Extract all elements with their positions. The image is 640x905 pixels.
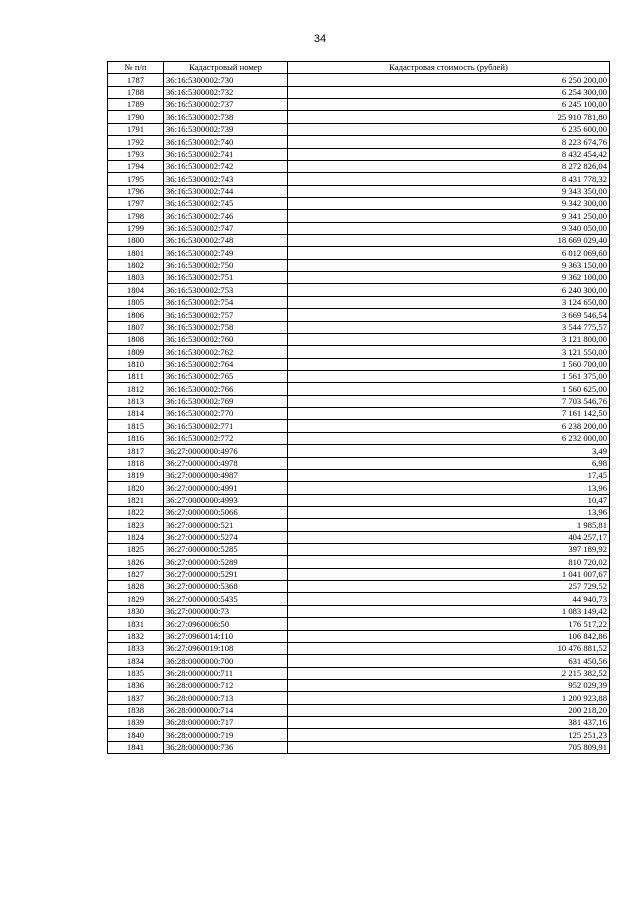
row-number-cell: 1836 <box>108 679 164 691</box>
row-number-cell: 1841 <box>108 741 164 753</box>
row-number-cell: 1791 <box>108 123 164 135</box>
header-cadastral-value: Кадастровая стоимость (рублей) <box>288 62 610 74</box>
row-number-cell: 1827 <box>108 568 164 580</box>
cadastral-value-cell: 125 251,23 <box>288 729 610 741</box>
cadastral-number-cell: 36:27:0000000:5291 <box>164 568 288 580</box>
row-number-cell: 1802 <box>108 259 164 271</box>
row-number-cell: 1820 <box>108 482 164 494</box>
row-number-cell: 1793 <box>108 148 164 160</box>
cadastral-number-cell: 36:16:5300002:740 <box>164 136 288 148</box>
cadastral-value-cell: 44 940,73 <box>288 593 610 605</box>
cadastral-number-cell: 36:28:0000000:711 <box>164 667 288 679</box>
table-row <box>108 729 610 741</box>
cadastral-number-cell: 36:27:0000000:73 <box>164 605 288 617</box>
row-number-cell: 1828 <box>108 581 164 593</box>
cadastral-value-cell: 1 041 007,67 <box>288 568 610 580</box>
cadastral-value-cell: 1 560 625,00 <box>288 383 610 395</box>
table-row <box>108 370 610 382</box>
row-number-cell: 1840 <box>108 729 164 741</box>
row-number-cell: 1813 <box>108 395 164 407</box>
table-row <box>108 506 610 518</box>
table-row <box>108 642 610 654</box>
table-row <box>108 358 610 370</box>
table-header-row <box>108 62 610 74</box>
cadastral-number-cell: 36:27:0960014:110 <box>164 630 288 642</box>
cadastral-value-cell: 9 341 250,00 <box>288 210 610 222</box>
cadastral-number-cell: 36:27:0000000:5368 <box>164 581 288 593</box>
row-number-cell: 1801 <box>108 247 164 259</box>
cadastral-number-cell: 36:27:0960019:108 <box>164 642 288 654</box>
cadastral-number-cell: 36:16:5300002:749 <box>164 247 288 259</box>
cadastral-value-cell: 3 669 546,54 <box>288 309 610 321</box>
cadastral-number-cell: 36:16:5300002:770 <box>164 408 288 420</box>
cadastral-value-cell: 106 842,86 <box>288 630 610 642</box>
table-row <box>108 494 610 506</box>
table-row <box>108 173 610 185</box>
cadastral-value-cell: 25 910 781,80 <box>288 111 610 123</box>
cadastral-number-cell: 36:16:5300002:750 <box>164 259 288 271</box>
table-row <box>108 259 610 271</box>
cadastral-number-cell: 36:16:5300002:760 <box>164 333 288 345</box>
table-row <box>108 679 610 691</box>
row-number-cell: 1835 <box>108 667 164 679</box>
cadastral-value-cell: 8 272 826,04 <box>288 160 610 172</box>
row-number-cell: 1796 <box>108 185 164 197</box>
cadastral-number-cell: 36:16:5300002:764 <box>164 358 288 370</box>
cadastral-number-cell: 36:16:5300002:748 <box>164 235 288 247</box>
cadastral-value-cell: 3,49 <box>288 445 610 457</box>
cadastral-value-cell: 1 985,81 <box>288 519 610 531</box>
cadastral-number-cell: 36:27:0960006:50 <box>164 618 288 630</box>
row-number-cell: 1811 <box>108 370 164 382</box>
row-number-cell: 1797 <box>108 197 164 209</box>
table-row <box>108 741 610 753</box>
table-row <box>108 531 610 543</box>
table-row <box>108 581 610 593</box>
cadastral-number-cell: 36:16:5300002:730 <box>164 74 288 86</box>
cadastral-value-cell: 6 238 200,00 <box>288 420 610 432</box>
header-cadastral-number: Кадастровый номер <box>164 62 288 74</box>
table-row <box>108 99 610 111</box>
cadastral-value-cell: 1 200 923,88 <box>288 692 610 704</box>
table-row <box>108 655 610 667</box>
table-row <box>108 235 610 247</box>
row-number-cell: 1812 <box>108 383 164 395</box>
table-row <box>108 482 610 494</box>
cadastral-number-cell: 36:16:5300002:771 <box>164 420 288 432</box>
cadastral-value-cell: 1 561 375,00 <box>288 370 610 382</box>
cadastral-number-cell: 36:16:5300002:753 <box>164 284 288 296</box>
row-number-cell: 1790 <box>108 111 164 123</box>
table-row <box>108 408 610 420</box>
row-number-cell: 1808 <box>108 333 164 345</box>
cadastral-number-cell: 36:28:0000000:719 <box>164 729 288 741</box>
table-row <box>108 519 610 531</box>
table-row <box>108 148 610 160</box>
table-row <box>108 457 610 469</box>
cadastral-value-cell: 257 729,52 <box>288 581 610 593</box>
cadastral-value-cell: 200 218,20 <box>288 704 610 716</box>
cadastral-number-cell: 36:16:5300002:737 <box>164 99 288 111</box>
cadastral-number-cell: 36:16:5300002:744 <box>164 185 288 197</box>
cadastral-number-cell: 36:16:5300002:751 <box>164 272 288 284</box>
row-number-cell: 1830 <box>108 605 164 617</box>
cadastral-value-cell: 404 257,17 <box>288 531 610 543</box>
table-row <box>108 556 610 568</box>
table-row <box>108 717 610 729</box>
row-number-cell: 1794 <box>108 160 164 172</box>
cadastral-value-cell: 2 215 382,52 <box>288 667 610 679</box>
row-number-cell: 1822 <box>108 506 164 518</box>
cadastral-number-cell: 36:27:0000000:4991 <box>164 482 288 494</box>
cadastral-value-cell: 3 544 775,57 <box>288 321 610 333</box>
cadastral-number-cell: 36:27:0000000:4987 <box>164 469 288 481</box>
cadastral-value-cell: 9 363 150,00 <box>288 259 610 271</box>
cadastral-value-cell: 176 517,22 <box>288 618 610 630</box>
cadastral-number-cell: 36:16:5300002:769 <box>164 395 288 407</box>
row-number-cell: 1792 <box>108 136 164 148</box>
table-row <box>108 111 610 123</box>
table-row <box>108 185 610 197</box>
cadastral-number-cell: 36:16:5300002:739 <box>164 123 288 135</box>
row-number-cell: 1795 <box>108 173 164 185</box>
row-number-cell: 1799 <box>108 222 164 234</box>
table-row <box>108 136 610 148</box>
table-row <box>108 296 610 308</box>
cadastral-value-cell: 9 343 350,00 <box>288 185 610 197</box>
cadastral-value-cell: 952 029,39 <box>288 679 610 691</box>
table-row <box>108 272 610 284</box>
cadastral-number-cell: 36:27:0000000:5285 <box>164 544 288 556</box>
cadastral-number-cell: 36:16:5300002:754 <box>164 296 288 308</box>
cadastral-number-cell: 36:16:5300002:745 <box>164 197 288 209</box>
table-row <box>108 605 610 617</box>
row-number-cell: 1824 <box>108 531 164 543</box>
cadastral-number-cell: 36:16:5300002:743 <box>164 173 288 185</box>
cadastral-number-cell: 36:27:0000000:4978 <box>164 457 288 469</box>
cadastral-number-cell: 36:27:0000000:4976 <box>164 445 288 457</box>
row-number-cell: 1834 <box>108 655 164 667</box>
table-row <box>108 321 610 333</box>
table-row <box>108 247 610 259</box>
row-number-cell: 1803 <box>108 272 164 284</box>
cadastral-number-cell: 36:16:5300002:747 <box>164 222 288 234</box>
cadastral-value-cell: 397 189,92 <box>288 544 610 556</box>
cadastral-value-cell: 8 431 778,32 <box>288 173 610 185</box>
row-number-cell: 1838 <box>108 704 164 716</box>
table-row <box>108 704 610 716</box>
row-number-cell: 1809 <box>108 346 164 358</box>
cadastral-number-cell: 36:27:0000000:521 <box>164 519 288 531</box>
table-row <box>108 630 610 642</box>
cadastral-value-cell: 705 809,91 <box>288 741 610 753</box>
cadastral-value-cell: 381 437,16 <box>288 717 610 729</box>
cadastral-number-cell: 36:28:0000000:717 <box>164 717 288 729</box>
cadastral-value-cell: 6 235 600,00 <box>288 123 610 135</box>
table-row <box>108 86 610 98</box>
cadastral-value-cell: 6 245 100,00 <box>288 99 610 111</box>
cadastral-value-cell: 1 560 700,00 <box>288 358 610 370</box>
table-row <box>108 346 610 358</box>
cadastral-value-cell: 13,96 <box>288 506 610 518</box>
cadastral-number-cell: 36:16:5300002:758 <box>164 321 288 333</box>
row-number-cell: 1804 <box>108 284 164 296</box>
table-row <box>108 383 610 395</box>
cadastral-number-cell: 36:27:0000000:4993 <box>164 494 288 506</box>
table-row <box>108 309 610 321</box>
cadastral-number-cell: 36:28:0000000:700 <box>164 655 288 667</box>
cadastral-value-cell: 17,45 <box>288 469 610 481</box>
row-number-cell: 1805 <box>108 296 164 308</box>
cadastral-value-cell: 6 254 300,00 <box>288 86 610 98</box>
table-row <box>108 445 610 457</box>
row-number-cell: 1826 <box>108 556 164 568</box>
cadastral-number-cell: 36:16:5300002:741 <box>164 148 288 160</box>
cadastral-value-cell: 1 083 149,42 <box>288 605 610 617</box>
table-row <box>108 593 610 605</box>
cadastral-value-cell: 631 450,56 <box>288 655 610 667</box>
table-row <box>108 160 610 172</box>
cadastral-value-cell: 9 340 050,00 <box>288 222 610 234</box>
row-number-cell: 1810 <box>108 358 164 370</box>
cadastral-value-cell: 3 121 800,00 <box>288 333 610 345</box>
table-row <box>108 618 610 630</box>
row-number-cell: 1829 <box>108 593 164 605</box>
cadastral-value-cell: 7 703 546,76 <box>288 395 610 407</box>
table-row <box>108 420 610 432</box>
cadastral-number-cell: 36:27:0000000:5274 <box>164 531 288 543</box>
row-number-cell: 1839 <box>108 717 164 729</box>
row-number-cell: 1800 <box>108 235 164 247</box>
row-number-cell: 1817 <box>108 445 164 457</box>
cadastral-number-cell: 36:16:5300002:766 <box>164 383 288 395</box>
cadastral-value-cell: 10,47 <box>288 494 610 506</box>
cadastral-number-cell: 36:27:0000000:5435 <box>164 593 288 605</box>
table-row <box>108 544 610 556</box>
row-number-cell: 1806 <box>108 309 164 321</box>
cadastral-number-cell: 36:16:5300002:732 <box>164 86 288 98</box>
table-row <box>108 74 610 86</box>
table-row <box>108 333 610 345</box>
cadastral-number-cell: 36:28:0000000:736 <box>164 741 288 753</box>
cadastral-value-cell: 13,96 <box>288 482 610 494</box>
cadastral-value-cell: 3 124 650,00 <box>288 296 610 308</box>
table-row <box>108 469 610 481</box>
cadastral-value-cell: 6,98 <box>288 457 610 469</box>
table-row <box>108 432 610 444</box>
cadastral-value-cell: 810 720,02 <box>288 556 610 568</box>
row-number-cell: 1807 <box>108 321 164 333</box>
cadastral-number-cell: 36:16:5300002:742 <box>164 160 288 172</box>
cadastral-value-cell: 18 669 029,40 <box>288 235 610 247</box>
cadastral-number-cell: 36:16:5300002:738 <box>164 111 288 123</box>
row-number-cell: 1831 <box>108 618 164 630</box>
cadastral-value-cell: 7 161 142,50 <box>288 408 610 420</box>
cadastral-number-cell: 36:27:0000000:5289 <box>164 556 288 568</box>
cadastral-number-cell: 36:28:0000000:713 <box>164 692 288 704</box>
cadastral-value-cell: 6 012 069,60 <box>288 247 610 259</box>
table-body <box>108 74 610 754</box>
row-number-cell: 1816 <box>108 432 164 444</box>
cadastral-number-cell: 36:16:5300002:772 <box>164 432 288 444</box>
row-number-cell: 1837 <box>108 692 164 704</box>
header-row-number: № п/п <box>108 62 164 74</box>
row-number-cell: 1832 <box>108 630 164 642</box>
cadastral-value-cell: 6 232 000,00 <box>288 432 610 444</box>
cadastral-value-cell: 9 362 100,00 <box>288 272 610 284</box>
cadastral-number-cell: 36:16:5300002:762 <box>164 346 288 358</box>
row-number-cell: 1789 <box>108 99 164 111</box>
cadastral-number-cell: 36:16:5300002:765 <box>164 370 288 382</box>
table-row <box>108 210 610 222</box>
row-number-cell: 1787 <box>108 74 164 86</box>
table-row <box>108 395 610 407</box>
table-row <box>108 667 610 679</box>
cadastral-number-cell: 36:16:5300002:746 <box>164 210 288 222</box>
cadastral-number-cell: 36:28:0000000:712 <box>164 679 288 691</box>
row-number-cell: 1788 <box>108 86 164 98</box>
row-number-cell: 1823 <box>108 519 164 531</box>
table-row <box>108 692 610 704</box>
cadastral-value-cell: 3 121 550,00 <box>288 346 610 358</box>
cadastral-number-cell: 36:27:0000000:5066 <box>164 506 288 518</box>
table-row <box>108 123 610 135</box>
row-number-cell: 1798 <box>108 210 164 222</box>
row-number-cell: 1818 <box>108 457 164 469</box>
row-number-cell: 1821 <box>108 494 164 506</box>
table-row <box>108 284 610 296</box>
table-row <box>108 568 610 580</box>
row-number-cell: 1833 <box>108 642 164 654</box>
cadastral-value-cell: 6 240 300,00 <box>288 284 610 296</box>
row-number-cell: 1814 <box>108 408 164 420</box>
cadastral-value-cell: 9 342 300,00 <box>288 197 610 209</box>
cadastral-value-cell: 8 432 454,42 <box>288 148 610 160</box>
cadastral-value-cell: 6 250 200,00 <box>288 74 610 86</box>
table-row <box>108 197 610 209</box>
row-number-cell: 1815 <box>108 420 164 432</box>
cadastral-number-cell: 36:16:5300002:757 <box>164 309 288 321</box>
table-row <box>108 222 610 234</box>
row-number-cell: 1825 <box>108 544 164 556</box>
cadastral-number-cell: 36:28:0000000:714 <box>164 704 288 716</box>
row-number-cell: 1819 <box>108 469 164 481</box>
cadastral-value-cell: 8 223 674,76 <box>288 136 610 148</box>
page-number: 34 <box>313 33 327 45</box>
cadastral-value-table <box>107 61 610 754</box>
cadastral-value-cell: 10 476 881,52 <box>288 642 610 654</box>
